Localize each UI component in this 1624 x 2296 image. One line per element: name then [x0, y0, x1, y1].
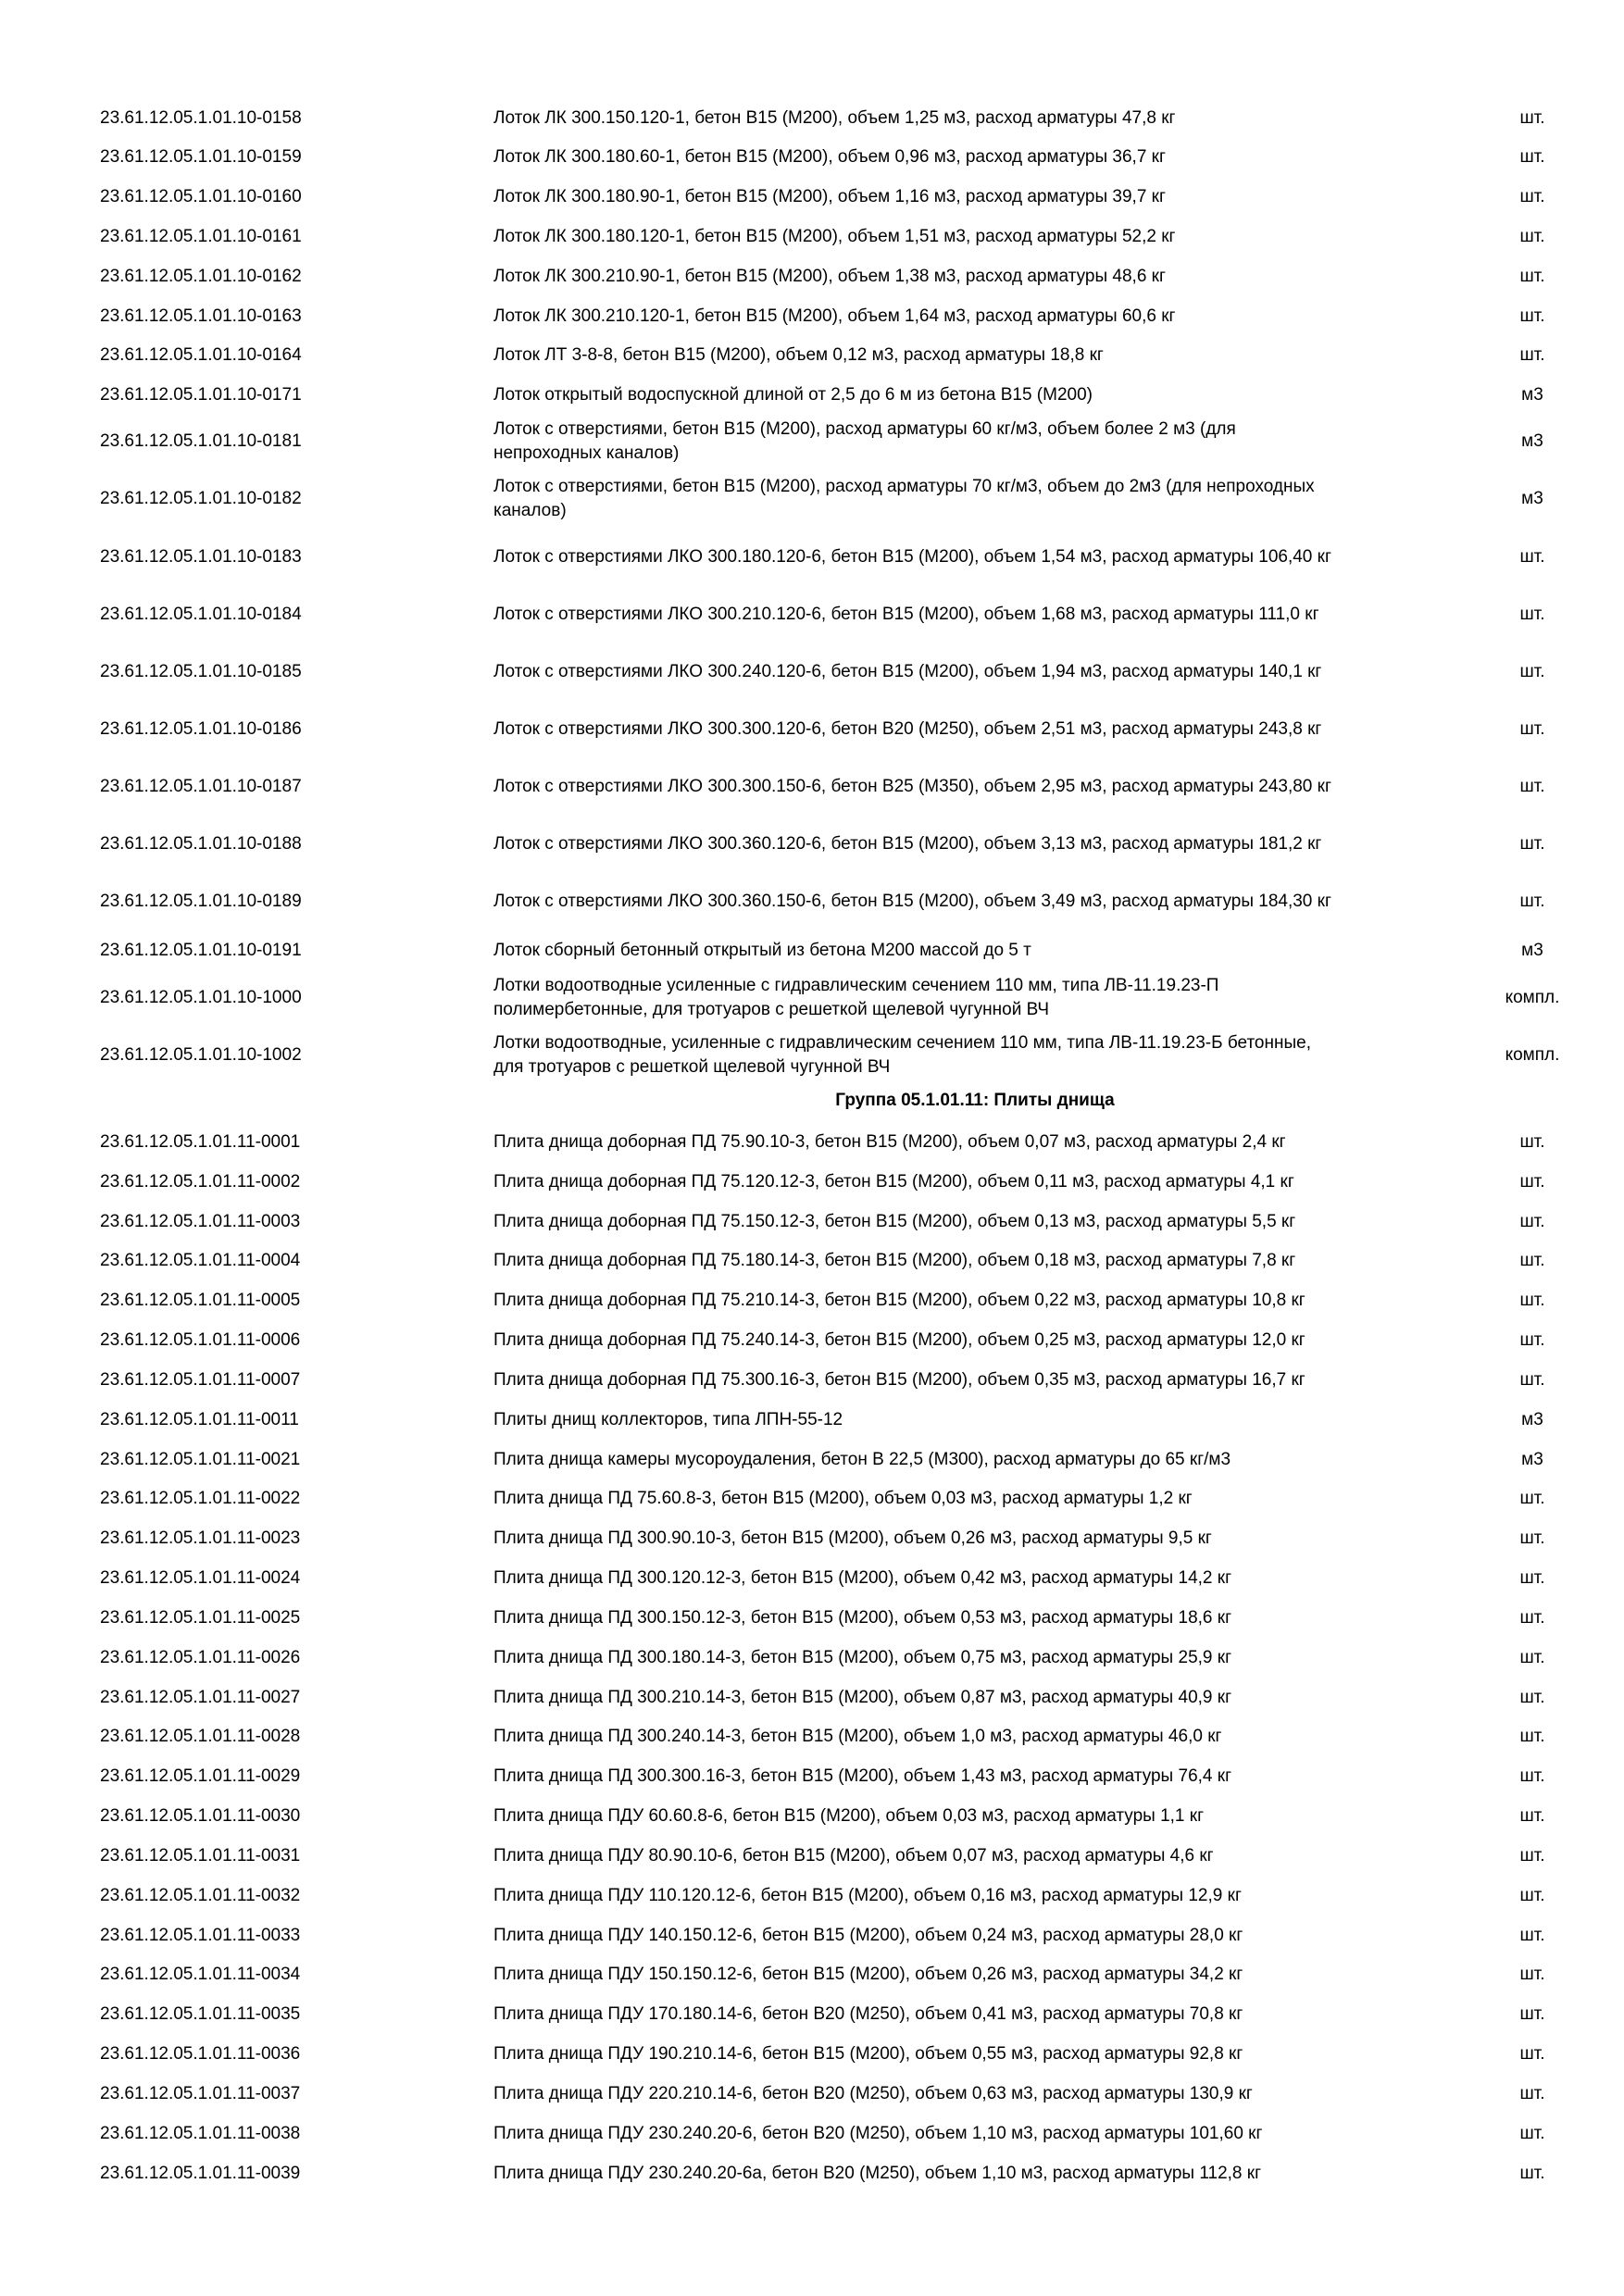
row-code: 23.61.12.05.1.01.10-0160	[100, 187, 302, 206]
table-row	[0, 545, 1624, 569]
row-unit: шт.	[1519, 662, 1545, 681]
row-code: 23.61.12.05.1.01.10-0189	[100, 892, 302, 911]
row-description: Плита днища доборная ПД 75.180.14-3, бетон В15 (М200), объем 0,18 м3, расход арматуры 7,8 кг	[493, 1251, 1296, 1270]
row-description: Лоток с отверстиями, бетон В15 (М200), расход арматуры 70 кг/м3, объем до 2м3 (для непроходных	[493, 477, 1315, 496]
row-code: 23.61.12.05.1.01.11-0005	[100, 1291, 301, 1310]
row-unit: шт.	[1519, 1330, 1545, 1350]
row-code: 23.61.12.05.1.01.10-0184	[100, 605, 302, 624]
table-row	[0, 1804, 1624, 1828]
row-code: 23.61.12.05.1.01.10-0164	[100, 345, 302, 365]
table-row	[0, 1924, 1624, 1948]
row-unit: шт.	[1519, 834, 1545, 854]
row-code: 23.61.12.05.1.01.10-1000	[100, 988, 302, 1007]
row-code: 23.61.12.05.1.01.11-0011	[100, 1410, 299, 1429]
row-unit: шт.	[1519, 267, 1545, 286]
table-row	[0, 1765, 1624, 1789]
row-code: 23.61.12.05.1.01.11-0029	[100, 1766, 301, 1786]
row-description: Плита днища ПДУ 230.240.20-6, бетон В20 (М250), объем 1,10 м3, расход арматуры 101,60 кг	[493, 2124, 1263, 2143]
table-row	[0, 718, 1624, 742]
row-code: 23.61.12.05.1.01.11-0038	[100, 2124, 301, 2143]
table-row	[0, 1725, 1624, 1749]
row-code: 23.61.12.05.1.01.10-0187	[100, 777, 302, 796]
row-unit: компл.	[1505, 1045, 1560, 1065]
row-description: Лоток с отверстиями ЛКО 300.300.120-6, бетон В20 (М250), объем 2,51 м3, расход арматуры 243,8 кг	[493, 719, 1322, 739]
row-description: Лоток ЛК 300.150.120-1, бетон В15 (М200), объем 1,25 м3, расход арматуры 47,8 кг	[493, 108, 1176, 128]
row-unit: шт.	[1519, 719, 1545, 739]
table-row	[0, 1289, 1624, 1313]
row-description: Плита днища доборная ПД 75.120.12-3, бетон В15 (М200), объем 0,11 м3, расход арматуры 4,1 кг	[493, 1172, 1294, 1192]
table-row	[0, 1170, 1624, 1194]
row-description: Плита днища доборная ПД 75.210.14-3, бетон В15 (М200), объем 0,22 м3, расход арматуры 10,8 кг	[493, 1291, 1305, 1310]
row-unit: шт.	[1519, 777, 1545, 796]
row-description: Лотки водоотводные, усиленные с гидравлическим сечением 110 мм, типа ЛВ-11.19.23-Б бетонные,	[493, 1033, 1311, 1053]
row-description: Плита днища ПД 300.180.14-3, бетон В15 (М200), объем 0,75 м3, расход арматуры 25,9 кг	[493, 1648, 1231, 1667]
group-heading: Группа 05.1.01.11: Плиты днища	[835, 1091, 1115, 1110]
row-description-cont: для тротуаров с решеткой щелевой чугунной ВЧ	[493, 1057, 891, 1077]
table-row	[0, 832, 1624, 856]
table-row	[0, 185, 1624, 209]
row-description: Лоток ЛК 300.210.120-1, бетон В15 (М200), объем 1,64 м3, расход арматуры 60,6 кг	[493, 306, 1176, 326]
row-description: Лоток с отверстиями ЛКО 300.240.120-6, бетон В15 (М200), объем 1,94 м3, расход арматуры 140,1 кг	[493, 662, 1322, 681]
row-unit: шт.	[1519, 1291, 1545, 1310]
row-description: Плита днища ПДУ 220.210.14-6, бетон В20 (М250), объем 0,63 м3, расход арматуры 130,9 кг	[493, 2084, 1253, 2103]
table-row	[0, 1686, 1624, 1710]
row-unit: шт.	[1519, 1132, 1545, 1152]
row-unit: шт.	[1519, 2004, 1545, 2024]
row-unit: шт.	[1519, 1212, 1545, 1231]
row-code: 23.61.12.05.1.01.10-1002	[100, 1045, 302, 1065]
row-code: 23.61.12.05.1.01.11-0004	[100, 1251, 301, 1270]
row-unit: шт.	[1519, 108, 1545, 128]
row-description: Плита днища ПДУ 230.240.20-6а, бетон В20 (М250), объем 1,10 м3, расход арматуры 112,8 кг	[493, 2164, 1262, 2183]
row-unit: м3	[1521, 385, 1543, 405]
row-unit: шт.	[1519, 1727, 1545, 1746]
row-unit: шт.	[1519, 892, 1545, 911]
row-unit: шт.	[1519, 345, 1545, 365]
row-description: Плита днища ПД 75.60.8-3, бетон В15 (М200), объем 0,03 м3, расход арматуры 1,2 кг	[493, 1489, 1193, 1508]
row-code: 23.61.12.05.1.01.11-0002	[100, 1172, 301, 1192]
row-unit: шт.	[1519, 1806, 1545, 1826]
row-code: 23.61.12.05.1.01.10-0181	[100, 431, 302, 451]
row-description: Плита днища ПДУ 60.60.8-6, бетон В15 (М200), объем 0,03 м3, расход арматуры 1,1 кг	[493, 1806, 1205, 1826]
row-unit: м3	[1521, 941, 1543, 960]
row-unit: компл.	[1505, 988, 1560, 1007]
row-code: 23.61.12.05.1.01.10-0159	[100, 147, 302, 167]
row-unit: шт.	[1519, 1608, 1545, 1628]
row-unit: шт.	[1519, 547, 1545, 567]
table-row	[0, 383, 1624, 407]
row-code: 23.61.12.05.1.01.11-0027	[100, 1688, 301, 1707]
table-row	[0, 418, 1624, 466]
table-row	[0, 1566, 1624, 1591]
row-description: Лоток с отверстиями ЛКО 300.360.120-6, бетон В15 (М200), объем 3,13 м3, расход арматуры 181,2 кг	[493, 834, 1322, 854]
row-unit: шт.	[1519, 1648, 1545, 1667]
table-row	[0, 265, 1624, 289]
row-description: Плита днища ПД 300.300.16-3, бетон В15 (М200), объем 1,43 м3, расход арматуры 76,4 кг	[493, 1766, 1231, 1786]
row-unit: шт.	[1519, 1568, 1545, 1588]
row-code: 23.61.12.05.1.01.11-0026	[100, 1648, 301, 1667]
table-row	[0, 2042, 1624, 2066]
row-unit: шт.	[1519, 1688, 1545, 1707]
row-unit: шт.	[1519, 147, 1545, 167]
table-row	[0, 106, 1624, 131]
row-description: Лоток с отверстиями, бетон В15 (М200), расход арматуры 60 кг/м3, объем более 2 м3 (для	[493, 419, 1236, 439]
table-row	[0, 1249, 1624, 1273]
row-code: 23.61.12.05.1.01.10-0183	[100, 547, 302, 567]
table-row	[0, 1408, 1624, 1432]
row-unit: м3	[1521, 1410, 1543, 1429]
table-row	[0, 343, 1624, 368]
row-code: 23.61.12.05.1.01.11-0021	[100, 1450, 301, 1469]
row-description: Плита днища ПД 300.240.14-3, бетон В15 (М200), объем 1,0 м3, расход арматуры 46,0 кг	[493, 1727, 1222, 1746]
table-row	[0, 1329, 1624, 1353]
row-description: Плита днища ПД 300.150.12-3, бетон В15 (М200), объем 0,53 м3, расход арматуры 18,6 кг	[493, 1608, 1231, 1628]
table-row	[0, 2122, 1624, 2146]
row-description-cont: каналов)	[493, 501, 567, 520]
row-description-cont: непроходных каналов)	[493, 443, 680, 463]
table-row	[0, 974, 1624, 1022]
row-description: Плита днища ПДУ 140.150.12-6, бетон В15 (М200), объем 0,24 м3, расход арматуры 28,0 кг	[493, 1926, 1243, 1945]
table-row	[0, 1031, 1624, 1079]
row-unit: шт.	[1519, 1886, 1545, 1905]
row-code: 23.61.12.05.1.01.10-0185	[100, 662, 302, 681]
table-row	[0, 1487, 1624, 1511]
row-description: Лоток ЛК 300.180.60-1, бетон В15 (М200), объем 0,96 м3, расход арматуры 36,7 кг	[493, 147, 1166, 167]
table-row	[0, 2162, 1624, 2186]
row-unit: шт.	[1519, 1489, 1545, 1508]
row-unit: шт.	[1519, 227, 1545, 246]
table-row	[0, 225, 1624, 249]
row-code: 23.61.12.05.1.01.10-0191	[100, 941, 302, 960]
row-unit: шт.	[1519, 2124, 1545, 2143]
row-description: Лоток ЛК 300.180.120-1, бетон В15 (М200), объем 1,51 м3, расход арматуры 52,2 кг	[493, 227, 1176, 246]
table-row	[0, 1963, 1624, 1987]
row-unit: шт.	[1519, 605, 1545, 624]
row-code: 23.61.12.05.1.01.10-0162	[100, 267, 302, 286]
row-unit: м3	[1521, 1450, 1543, 1469]
row-description: Лоток с отверстиями ЛКО 300.180.120-6, бетон В15 (М200), объем 1,54 м3, расход арматуры 106,40 кг	[493, 547, 1331, 567]
row-unit: шт.	[1519, 1846, 1545, 1866]
row-code: 23.61.12.05.1.01.11-0006	[100, 1330, 301, 1350]
table-row	[0, 475, 1624, 523]
row-code: 23.61.12.05.1.01.11-0033	[100, 1926, 301, 1945]
row-code: 23.61.12.05.1.01.11-0007	[100, 1370, 301, 1390]
row-code: 23.61.12.05.1.01.10-0163	[100, 306, 302, 326]
table-row	[0, 603, 1624, 627]
table-row	[0, 2082, 1624, 2106]
row-code: 23.61.12.05.1.01.11-0032	[100, 1886, 301, 1905]
row-description: Лоток с отверстиями ЛКО 300.360.150-6, бетон В15 (М200), объем 3,49 м3, расход арматуры 184,30 кг	[493, 892, 1331, 911]
row-description: Лоток ЛК 300.210.90-1, бетон В15 (М200), объем 1,38 м3, расход арматуры 48,6 кг	[493, 267, 1166, 286]
row-code: 23.61.12.05.1.01.11-0030	[100, 1806, 301, 1826]
row-code: 23.61.12.05.1.01.10-0186	[100, 719, 302, 739]
row-description: Плиты днищ коллекторов, типа ЛПН-55-12	[493, 1410, 843, 1429]
table-row	[0, 1210, 1624, 1234]
row-description-cont: полимербетонные, для тротуаров с решеткой щелевой чугунной ВЧ	[493, 1000, 1050, 1019]
row-description: Плита днища ПД 300.90.10-3, бетон В15 (М200), объем 0,26 м3, расход арматуры 9,5 кг	[493, 1529, 1212, 1548]
row-unit: м3	[1521, 431, 1543, 451]
table-row	[0, 1884, 1624, 1908]
row-code: 23.61.12.05.1.01.11-0023	[100, 1529, 301, 1548]
row-unit: шт.	[1519, 1965, 1545, 1984]
row-code: 23.61.12.05.1.01.10-0161	[100, 227, 302, 246]
row-description: Лоток ЛТ 3-8-8, бетон В15 (М200), объем 0,12 м3, расход арматуры 18,8 кг	[493, 345, 1104, 365]
row-code: 23.61.12.05.1.01.11-0039	[100, 2164, 301, 2183]
row-description: Плита днища доборная ПД 75.150.12-3, бетон В15 (М200), объем 0,13 м3, расход арматуры 5,5 кг	[493, 1212, 1296, 1231]
row-code: 23.61.12.05.1.01.11-0022	[100, 1489, 301, 1508]
row-code: 23.61.12.05.1.01.11-0025	[100, 1608, 301, 1628]
table-row	[0, 1606, 1624, 1630]
row-unit: шт.	[1519, 2164, 1545, 2183]
row-unit: шт.	[1519, 1172, 1545, 1192]
row-code: 23.61.12.05.1.01.11-0028	[100, 1727, 301, 1746]
table-row	[0, 305, 1624, 329]
table-row	[0, 1527, 1624, 1551]
row-code: 23.61.12.05.1.01.11-0035	[100, 2004, 301, 2024]
table-row	[0, 1844, 1624, 1868]
row-code: 23.61.12.05.1.01.11-0036	[100, 2044, 301, 2064]
row-description: Плита днища ПДУ 150.150.12-6, бетон В15 (М200), объем 0,26 м3, расход арматуры 34,2 кг	[493, 1965, 1243, 1984]
row-unit: шт.	[1519, 2084, 1545, 2103]
row-unit: шт.	[1519, 1766, 1545, 1786]
row-description: Плита днища ПД 300.210.14-3, бетон В15 (М200), объем 0,87 м3, расход арматуры 40,9 кг	[493, 1688, 1231, 1707]
row-description: Плита днища камеры мусороудаления, бетон В 22,5 (М300), расход арматуры до 65 кг/м3	[493, 1450, 1231, 1469]
row-description: Лоток с отверстиями ЛКО 300.210.120-6, бетон В15 (М200), объем 1,68 м3, расход арматуры 111,0 кг	[493, 605, 1319, 624]
row-description: Лоток ЛК 300.180.90-1, бетон В15 (М200), объем 1,16 м3, расход арматуры 39,7 кг	[493, 187, 1166, 206]
row-unit: шт.	[1519, 2044, 1545, 2064]
row-description: Плита днища ПДУ 80.90.10-6, бетон В15 (М200), объем 0,07 м3, расход арматуры 4,6 кг	[493, 1846, 1214, 1866]
table-row	[0, 660, 1624, 684]
table-row	[0, 939, 1624, 963]
row-code: 23.61.12.05.1.01.10-0171	[100, 385, 302, 405]
row-code: 23.61.12.05.1.01.10-0158	[100, 108, 302, 128]
row-code: 23.61.12.05.1.01.11-0031	[100, 1846, 301, 1866]
row-code: 23.61.12.05.1.01.11-0024	[100, 1568, 301, 1588]
table-row	[0, 145, 1624, 169]
row-unit: шт.	[1519, 1370, 1545, 1390]
row-description: Лоток с отверстиями ЛКО 300.300.150-6, бетон В25 (М350), объем 2,95 м3, расход арматуры 243,80 кг	[493, 777, 1331, 796]
table-row	[0, 1448, 1624, 1472]
row-description: Лотки водоотводные усиленные с гидравлическим сечением 110 мм, типа ЛВ-11.19.23-П	[493, 976, 1219, 995]
row-description: Плита днища доборная ПД 75.300.16-3, бетон В15 (М200), объем 0,35 м3, расход арматуры 16,7 кг	[493, 1370, 1305, 1390]
row-description: Лоток открытый водоспускной длиной от 2,5 до 6 м из бетона В15 (М200)	[493, 385, 1093, 405]
row-description: Плита днища ПДУ 190.210.14-6, бетон В15 (М200), объем 0,55 м3, расход арматуры 92,8 кг	[493, 2044, 1243, 2064]
row-unit: шт.	[1519, 1251, 1545, 1270]
row-description: Плита днища ПДУ 110.120.12-6, бетон В15 (М200), объем 0,16 м3, расход арматуры 12,9 кг	[493, 1886, 1242, 1905]
row-description: Плита днища ПД 300.120.12-3, бетон В15 (М200), объем 0,42 м3, расход арматуры 14,2 кг	[493, 1568, 1231, 1588]
row-unit: шт.	[1519, 1926, 1545, 1945]
table-row	[0, 890, 1624, 914]
table-row	[0, 1646, 1624, 1670]
row-unit: шт.	[1519, 1529, 1545, 1548]
table-row	[0, 775, 1624, 799]
table-row	[0, 1368, 1624, 1392]
row-description: Плита днища доборная ПД 75.240.14-3, бетон В15 (М200), объем 0,25 м3, расход арматуры 12,0 кг	[493, 1330, 1305, 1350]
row-description: Лоток сборный бетонный открытый из бетона М200 массой до 5 т	[493, 941, 1031, 960]
row-code: 23.61.12.05.1.01.11-0003	[100, 1212, 301, 1231]
table-row	[0, 1130, 1624, 1154]
row-unit: шт.	[1519, 306, 1545, 326]
row-code: 23.61.12.05.1.01.11-0034	[100, 1965, 301, 1984]
table-row	[0, 2003, 1624, 2027]
row-unit: шт.	[1519, 187, 1545, 206]
row-code: 23.61.12.05.1.01.10-0188	[100, 834, 302, 854]
row-unit: м3	[1521, 489, 1543, 508]
row-code: 23.61.12.05.1.01.11-0037	[100, 2084, 301, 2103]
row-code: 23.61.12.05.1.01.11-0001	[100, 1132, 301, 1152]
row-description: Плита днища доборная ПД 75.90.10-3, бетон В15 (М200), объем 0,07 м3, расход арматуры 2,4 кг	[493, 1132, 1286, 1152]
row-code: 23.61.12.05.1.01.10-0182	[100, 489, 302, 508]
row-description: Плита днища ПДУ 170.180.14-6, бетон В20 (М250), объем 0,41 м3, расход арматуры 70,8 кг	[493, 2004, 1243, 2024]
